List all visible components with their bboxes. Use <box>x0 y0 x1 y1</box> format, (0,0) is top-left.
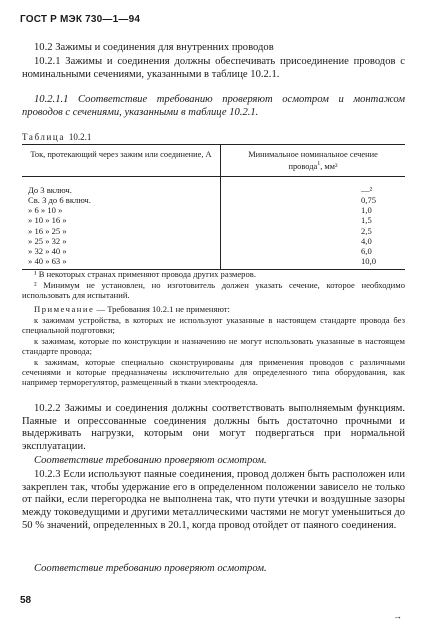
table-caption <box>22 132 91 142</box>
table-row <box>22 226 405 236</box>
table-row <box>22 256 405 270</box>
paragraph-10-2-2-check: Соответствие требованию проверяют осмотром. <box>34 455 267 466</box>
table-cell-section: 1,5 <box>361 215 372 226</box>
paragraph-10-2-1-1: 10.2.1.1 Соответствие требованию проверяют осмотром и монтажом проводов с сечениями, указанными в таблице 10.2.1. <box>22 94 405 118</box>
table-cell-section: 2,5 <box>361 225 372 236</box>
paragraph-10-2-3-check: Соответствие требованию проверяют осмотром. <box>34 563 267 574</box>
paragraph-10-2-2: 10.2.2 Зажимы и соединения должны соответствовать выполняемым функциям. Паяные и опрессованные соединения должны быть достаточно прочными и выдерживать нагрузки, которым они могут подвергаться при нормальной эксплуатации. <box>22 403 405 453</box>
page-number: 58 <box>20 595 32 606</box>
table-caption-label: Таблица <box>22 132 65 142</box>
note-intro: — Требования 10.2.1 не применяют: <box>94 304 230 314</box>
table-row <box>22 236 405 246</box>
table-cell-current: До 3 включ. <box>22 176 221 195</box>
table-cell-section: 0,75 <box>361 195 377 205</box>
scan-mark: → <box>393 611 402 621</box>
note-item: к зажимам устройства, в которых не используют указанные в настоящем стандарте провода без специальной подготовки; <box>22 315 405 336</box>
table-header-section-line1: Минимальное номинальное сечение <box>248 150 378 159</box>
table-footnote-1: ¹ В некоторых странах применяют провода других размеров. <box>34 269 256 279</box>
section-10-2-heading: 10.2 Зажимы и соединения для внутренних проводов <box>34 42 274 53</box>
note-title: Примечание <box>34 304 95 314</box>
table-header-unit: , мм² <box>320 161 338 171</box>
table-row <box>22 205 405 215</box>
paragraph-10-2-1: 10.2.1 Зажимы и соединения должны обеспечивать присоединение проводов с номинальными сечениями, указанными в таблице 10.2.1. <box>22 56 405 80</box>
table-row <box>22 246 405 256</box>
table-cell-current: » 40 » 63 » <box>22 256 221 270</box>
table-cell-section: —² <box>361 184 373 195</box>
table-header-current: Ток, протекающий через зажим или соединение, А <box>22 145 221 177</box>
document-header: ГОСТ Р МЭК 730—1—94 <box>20 14 141 25</box>
table-cell-current: Св. 3 до 6 включ. <box>22 195 221 205</box>
table-caption-number: 10.2.1 <box>68 132 92 142</box>
note-item: к зажимам, которые по конструкции и назначению не могут использовать указанные в настоящем стандарте провода; <box>22 336 405 357</box>
table-row <box>22 176 405 195</box>
table-header-section <box>221 145 406 177</box>
table-footnote-2: ² Минимум не установлен, но изготовитель должен указать сечение, которое необходимо использовать для испытаний. <box>22 280 405 301</box>
table-cell-current: » 10 » 16 » <box>22 215 221 225</box>
table-cell-current: » 25 » 32 » <box>22 236 221 246</box>
wire-section-table <box>22 144 405 270</box>
note-item: к зажимам, которые специально сконструированы для применения проводов с различными сечениями и которые предназначены исключительно для определенного типа оборудования, как например терморегулятор, размещенный в ткани электроодеяла. <box>22 357 405 388</box>
table-cell-section: 1,0 <box>361 205 372 216</box>
note-heading <box>22 304 405 314</box>
table-row <box>22 195 405 205</box>
table-row <box>22 215 405 225</box>
table-cell-current: » 32 » 40 » <box>22 246 221 256</box>
table-cell-section: 6,0 <box>361 246 372 257</box>
table-header-section-line2: провода <box>288 161 318 171</box>
table-cell-section: 4,0 <box>361 235 372 246</box>
table-header-footnote-ref: 1 <box>317 160 321 167</box>
paragraph-10-2-3: 10.2.3 Если используют паяные соединения, провод должен быть расположен или закреплен так, чтобы удержание его в определенном положении зависело не только от пайки, если перегородка не выполнена так, что пути утечки и воздушные зазоры между токоведущими и другими металлическими частями не могут уменьшиться до 50 % значений, определенных в 20.1, когда провод отойдет от паяного соединения. <box>22 469 405 531</box>
table-cell-current: » 16 » 25 » <box>22 226 221 236</box>
table-cell-section: 10,0 <box>221 256 406 270</box>
table-cell-current: » 6 » 10 » <box>22 205 221 215</box>
